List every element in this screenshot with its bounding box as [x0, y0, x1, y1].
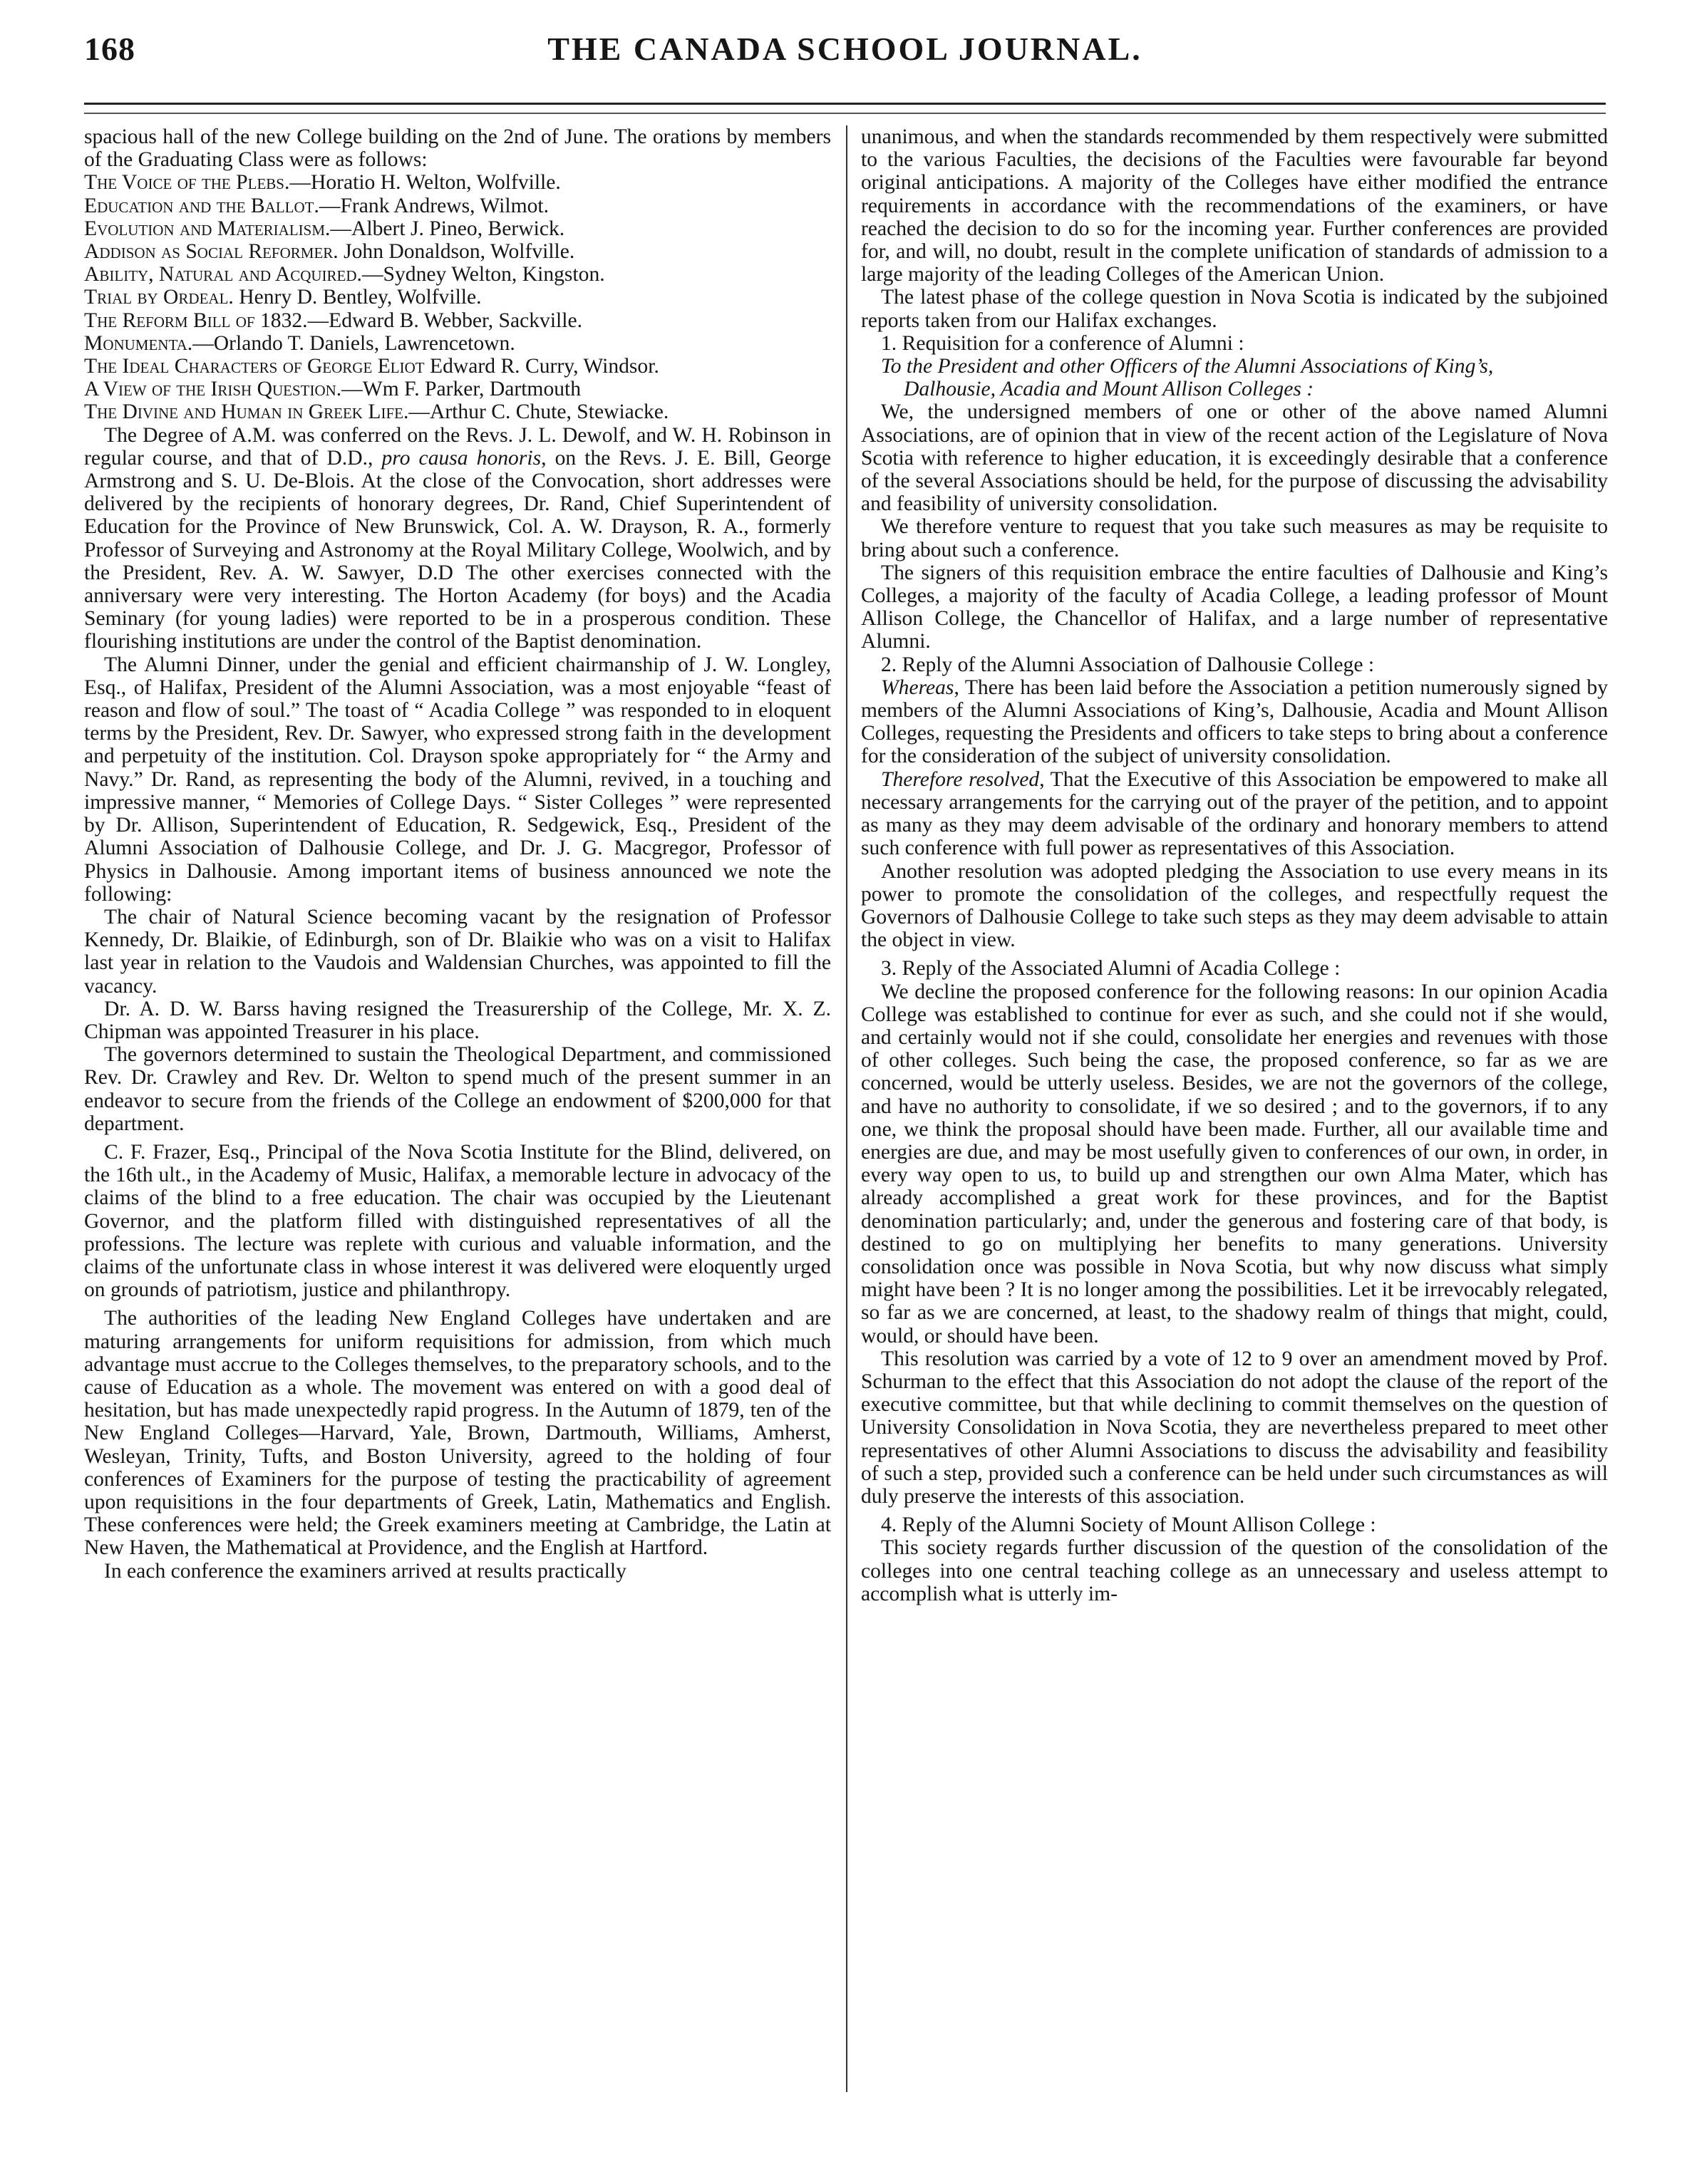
- numbered-heading: 3. Reply of the Associated Alumni of Acadia College :: [881, 957, 1341, 980]
- italic-phrase: pro causa honoris: [381, 446, 542, 470]
- text-run: , That the Executive of this Association be empowered to make all necessary arrangements for the carrying out of the prayer of the petition, and to appoint as many as they may deem advisable of the ordinary and honorary members to attend such conference with full power as representatives of this Association.: [861, 767, 1608, 860]
- paragraph: The authorities of the leading New England Colleges have undertaken and are maturing arrangements for uniform requisitions for admission, from which much advantage must accrue to the Colleges themselves, to the preparatory schools, and to the cause of Education as a whole. The movement was entered on with a good deal of hesitation, but has made unexpectedly rapid progress. In the Autumn of 1879, ten of the New England Colleges—Harvard, Yale, Brown, Dartmouth, Williams, Amherst, Wesleyan, Trinity, Tufts, and Boston University, agreed to the holding of four conferences of Examiners for the purpose of testing the practicability of agreement upon requisitions in the four departments of Greek, Latin, Mathematics and English. These conferences were held; the Greek examiners meeting at Cambridge, the Latin at New Haven, the Mathematical at Providence, and the English at Hartford.: [84, 1307, 831, 1560]
- oration-item: [84, 378, 831, 400]
- oration-title: Education and the Ballot.: [84, 194, 319, 217]
- oration-item: [84, 332, 831, 355]
- oration-item: [84, 309, 831, 332]
- page-number: 168: [84, 31, 135, 67]
- oration-speaker: —Horatio H. Welton, Wolfville.: [289, 171, 561, 195]
- orations-list: [84, 171, 831, 423]
- oration-item: [84, 400, 831, 423]
- oration-speaker: —Arthur C. Chute, Stewiacke.: [408, 400, 669, 424]
- paragraph: The latest phase of the college question in Nova Scotia is indicated by the subjoined reports taken from our Halifax exchanges.: [861, 286, 1608, 332]
- oration-title: Evolution and Materialism.: [84, 217, 331, 240]
- paragraph: The chair of Natural Science becoming vacant by the resignation of Professor Kennedy, Dr. Blaikie, of Edinburgh, son of Dr. Blaikie who was on a visit to Halifax last year in relation to the Vaudois and Waldensian Churches, was appointed to fill the vacancy.: [84, 905, 831, 998]
- paragraph: Another resolution was adopted pledging the Association to use every means in its power to promote the consolidation of the colleges, and respectfully request the Governors of Dalhousie College to take such steps as they may deem advisable to attain the object in view.: [861, 859, 1608, 952]
- column-divider: [846, 125, 847, 2092]
- oration-title: Monumenta.: [84, 331, 193, 355]
- paragraph: We therefore venture to request that you take such measures as may be requisite to bring about such a conference.: [861, 515, 1608, 561]
- oration-speaker: —Wm F. Parker, Dartmouth: [341, 378, 582, 401]
- addressee-line: To the President and other Officers of the Alumni Associations of King’s,: [881, 355, 1494, 378]
- paragraph: [861, 676, 1608, 768]
- oration-item: [84, 217, 831, 240]
- italic-phrase: Whereas: [881, 676, 954, 699]
- right-column: [861, 125, 1608, 1605]
- oration-item: [84, 263, 831, 286]
- text-run: , There has been laid before the Association a petition numerously signed by members of the Alumni Associations of King’s, Dalhousie, Acadia and Mount Allison Colleges, requesting the Presidents and officers to take steps to bring about a conference for the consideration of the subject of university consolidation.: [861, 676, 1608, 768]
- journal-page: [84, 26, 1608, 1605]
- addressee-line: Dalhousie, Acadia and Mount Allison Colleges :: [904, 378, 1314, 401]
- paragraph: [84, 424, 831, 653]
- oration-speaker: —Orlando T. Daniels, Lawrencetown.: [192, 331, 515, 355]
- paragraph: In each conference the examiners arrived at results practically: [104, 1559, 626, 1583]
- header-rule-thick: [84, 103, 1606, 105]
- paragraph: We decline the proposed conference for the following reasons: In our opinion Acadia College was established to continue for ever as such, and she could not if she would, and certainly would not if she could, consolidate her energies and revenues with those of other colleges. Such being the case, the proposed conference, so far as we are concerned, would be utterly useless. Besides, we are not the governors of the college, and have no authority to consolidate, if we so desired ; and to the governors, if to any one, we think the proposal should have been made. Further, all our available time and energies are due, and may be most usefully given to conferences of our own, in order, in every way open to us, to build up and strengthen our own Alma Mater, which has already accomplished a great work for these provinces, and for the Baptist denomination particularly; and, under the generous and fostering care of that body, is destined to go on multiplying her benefits to many generations. University consolidation once was possible in Nova Scotia, but why now discuss what simply might have been ? It is no longer among the possibilities. Let it be irrevocably relegated, so far as we are concerned, at least, to the shadowy realm of things that might, could, would, or should have been.: [861, 980, 1608, 1347]
- oration-item: [84, 355, 831, 378]
- page-header: [84, 26, 1606, 76]
- oration-title: Ability, Natural and Acquired.: [84, 263, 362, 286]
- oration-item: [84, 286, 831, 309]
- oration-speaker: Henry D. Bentley, Wolfville.: [233, 286, 482, 309]
- paragraph: This society regards further discussion of the question of the consolidation of the colleges into one central teaching college as an unnecessary and useless attempt to accomplish what is utterly im-: [861, 1536, 1608, 1605]
- paragraph: unanimous, and when the standards recommended by them respectively were submitted to the various Faculties, the decisions of the Faculties were favourable far beyond original anticipations. A majority of the Colleges have either modified the entrance requirements in accordance with the recommendations of the examiners, or have reached the decision to do so for the incoming year. Further conferences are provided for, and will, no doubt, result in the complete unification of standards of admission to a large majority of the leading Colleges of the American Union.: [861, 125, 1608, 286]
- running-title: THE CANADA SCHOOL JOURNAL.: [547, 31, 1142, 67]
- header-rule-thin: [84, 113, 1606, 114]
- oration-title: The Ideal Characters of George Eliot: [84, 355, 425, 378]
- paragraph: The Alumni Dinner, under the genial and efficient chairmanship of J. W. Longley, Esq., of Halifax, President of the Alumni Association, was a most enjoyable “feast of reason and flow of soul.” The toast of “ Acadia College ” was responded to in eloquent terms by the President, Rev. Dr. Sawyer, who expressed strong faith in the development and perpetuity of the institution. Col. Drayson spoke appropriately for “ the Army and Navy.” Dr. Rand, as representing the body of the Alumni, revived, in a touching and impressive manner, “ Memories of College Days. “ Sister Colleges ” were represented by Dr. Allison, Superintendent of Education, R. Sedgewick, Esq., President of the Alumni Association of Dalhousie College, and Dr. J. G. Macgregor, Professor of Physics in Dalhousie. Among important items of business announced we note the following:: [84, 653, 831, 906]
- numbered-heading: 2. Reply of the Alumni Association of Dalhousie College :: [881, 653, 1375, 676]
- oration-item: [84, 195, 831, 217]
- text-run: The Degree of A.M. was conferred on the Revs. J. L. Dewolf, and W. H. Robinson in regular course, and that of D.D.,: [84, 423, 831, 470]
- oration-title: A View of the Irish Question.: [84, 378, 342, 401]
- paragraph: We, the undersigned members of one or other of the above named Alumni Associations, are of opinion that in view of the recent action of the Legislature of Nova Scotia with reference to higher education, it is exceedingly desirable that a conference of the several Associations should be held, for the purpose of discussing the advisability and feasibility of university consolidation.: [861, 400, 1608, 516]
- oration-title: The Divine and Human in Greek Life.: [84, 400, 409, 424]
- paragraph: Dr. A. D. W. Barss having resigned the Treasurership of the College, Mr. X. Z. Chipman was appointed Treasurer in his place.: [84, 997, 831, 1043]
- italic-phrase: Therefore resolved: [881, 767, 1040, 791]
- paragraph: This resolution was carried by a vote of 12 to 9 over an amendment moved by Prof. Schurman to the effect that this Association do not adopt the clause of the report of the executive committee, but that while declining to commit themselves on the question of University Consolidation in Nova Scotia, they are nevertheless prepared to meet other representatives of other Alumni Associations to discuss the advisability and feasibility of such a step, provided such a conference can be held under such circumstances as will duly preserve the interests of this association.: [861, 1347, 1608, 1508]
- left-column: [84, 125, 831, 1583]
- oration-item: [84, 171, 831, 194]
- paragraph: C. F. Frazer, Esq., Principal of the Nova Scotia Institute for the Blind, delivered, on the 16th ult., in the Academy of Music, Halifax, a memorable lecture in advocacy of the claims of the blind to a free education. The chair was occupied by the Lieutenant Governor, and the platform filled with distinguished representatives of all the professions. The lecture was replete with curious and valuable information, and the claims of the unfortunate class in whose interest it was delivered were eloquently urged on grounds of patriotism, justice and philanthropy.: [84, 1140, 831, 1302]
- numbered-heading: 4. Reply of the Alumni Society of Mount Allison College :: [881, 1513, 1376, 1537]
- oration-speaker: —Albert J. Pineo, Berwick.: [330, 217, 565, 240]
- oration-speaker: Edward R. Curry, Windsor.: [424, 355, 659, 378]
- paragraph: The governors determined to sustain the Theological Department, and commissioned Rev. Dr. Crawley and Rev. Dr. Welton to spend much of the present summer in an endeavor to secure from the friends of the College an endowment of $200,000 for that department.: [84, 1043, 831, 1135]
- numbered-heading: 1. Requisition for a conference of Alumni :: [881, 331, 1244, 355]
- oration-title: Addison as Social Reformer.: [84, 240, 339, 264]
- oration-speaker: —Frank Andrews, Wilmot.: [319, 194, 550, 217]
- oration-speaker: —Sydney Welton, Kingston.: [361, 263, 605, 286]
- text-run: , on the Revs. J. E. Bill, George Armstrong and S. U. De-Blois. At the close of the Convocation, short addresses were delivered by the recipients of honorary degrees, Dr. Rand, Chief Superintendent of Education for the Province of New Brunswick, Col. A. W. Drayson, R. A., formerly Professor of Surveying and Astronomy at the Royal Military College, Woolwich, and by the President, Rev. A. W. Sawyer, D.D The other exercises connected with the anniversary were very interesting. The Horton Academy (for boys) and the Acadia Seminary (for young ladies) were reported to be in a prosperous condition. These flourishing institutions are under the control of the Baptist denomination.: [84, 446, 831, 653]
- paragraph: [861, 768, 1608, 860]
- oration-title: The Reform Bill of 1832.: [84, 309, 308, 332]
- oration-title: Trial by Ordeal.: [84, 286, 234, 309]
- oration-speaker: John Donaldson, Wolfville.: [338, 240, 575, 264]
- oration-title: The Voice of the Plebs.: [84, 171, 290, 195]
- paragraph: spacious hall of the new College building on the 2nd of June. The orations by members of the Graduating Class were as follows:: [84, 125, 831, 172]
- oration-speaker: —Edward B. Webber, Sackville.: [307, 309, 583, 332]
- paragraph: The signers of this requisition embrace the entire faculties of Dalhousie and King’s Colleges, a majority of the faculty of Acadia College, a leading professor of Mount Allison College, the Chancellor of Halifax, and a large number of representative Alumni.: [861, 561, 1608, 653]
- oration-item: [84, 240, 831, 263]
